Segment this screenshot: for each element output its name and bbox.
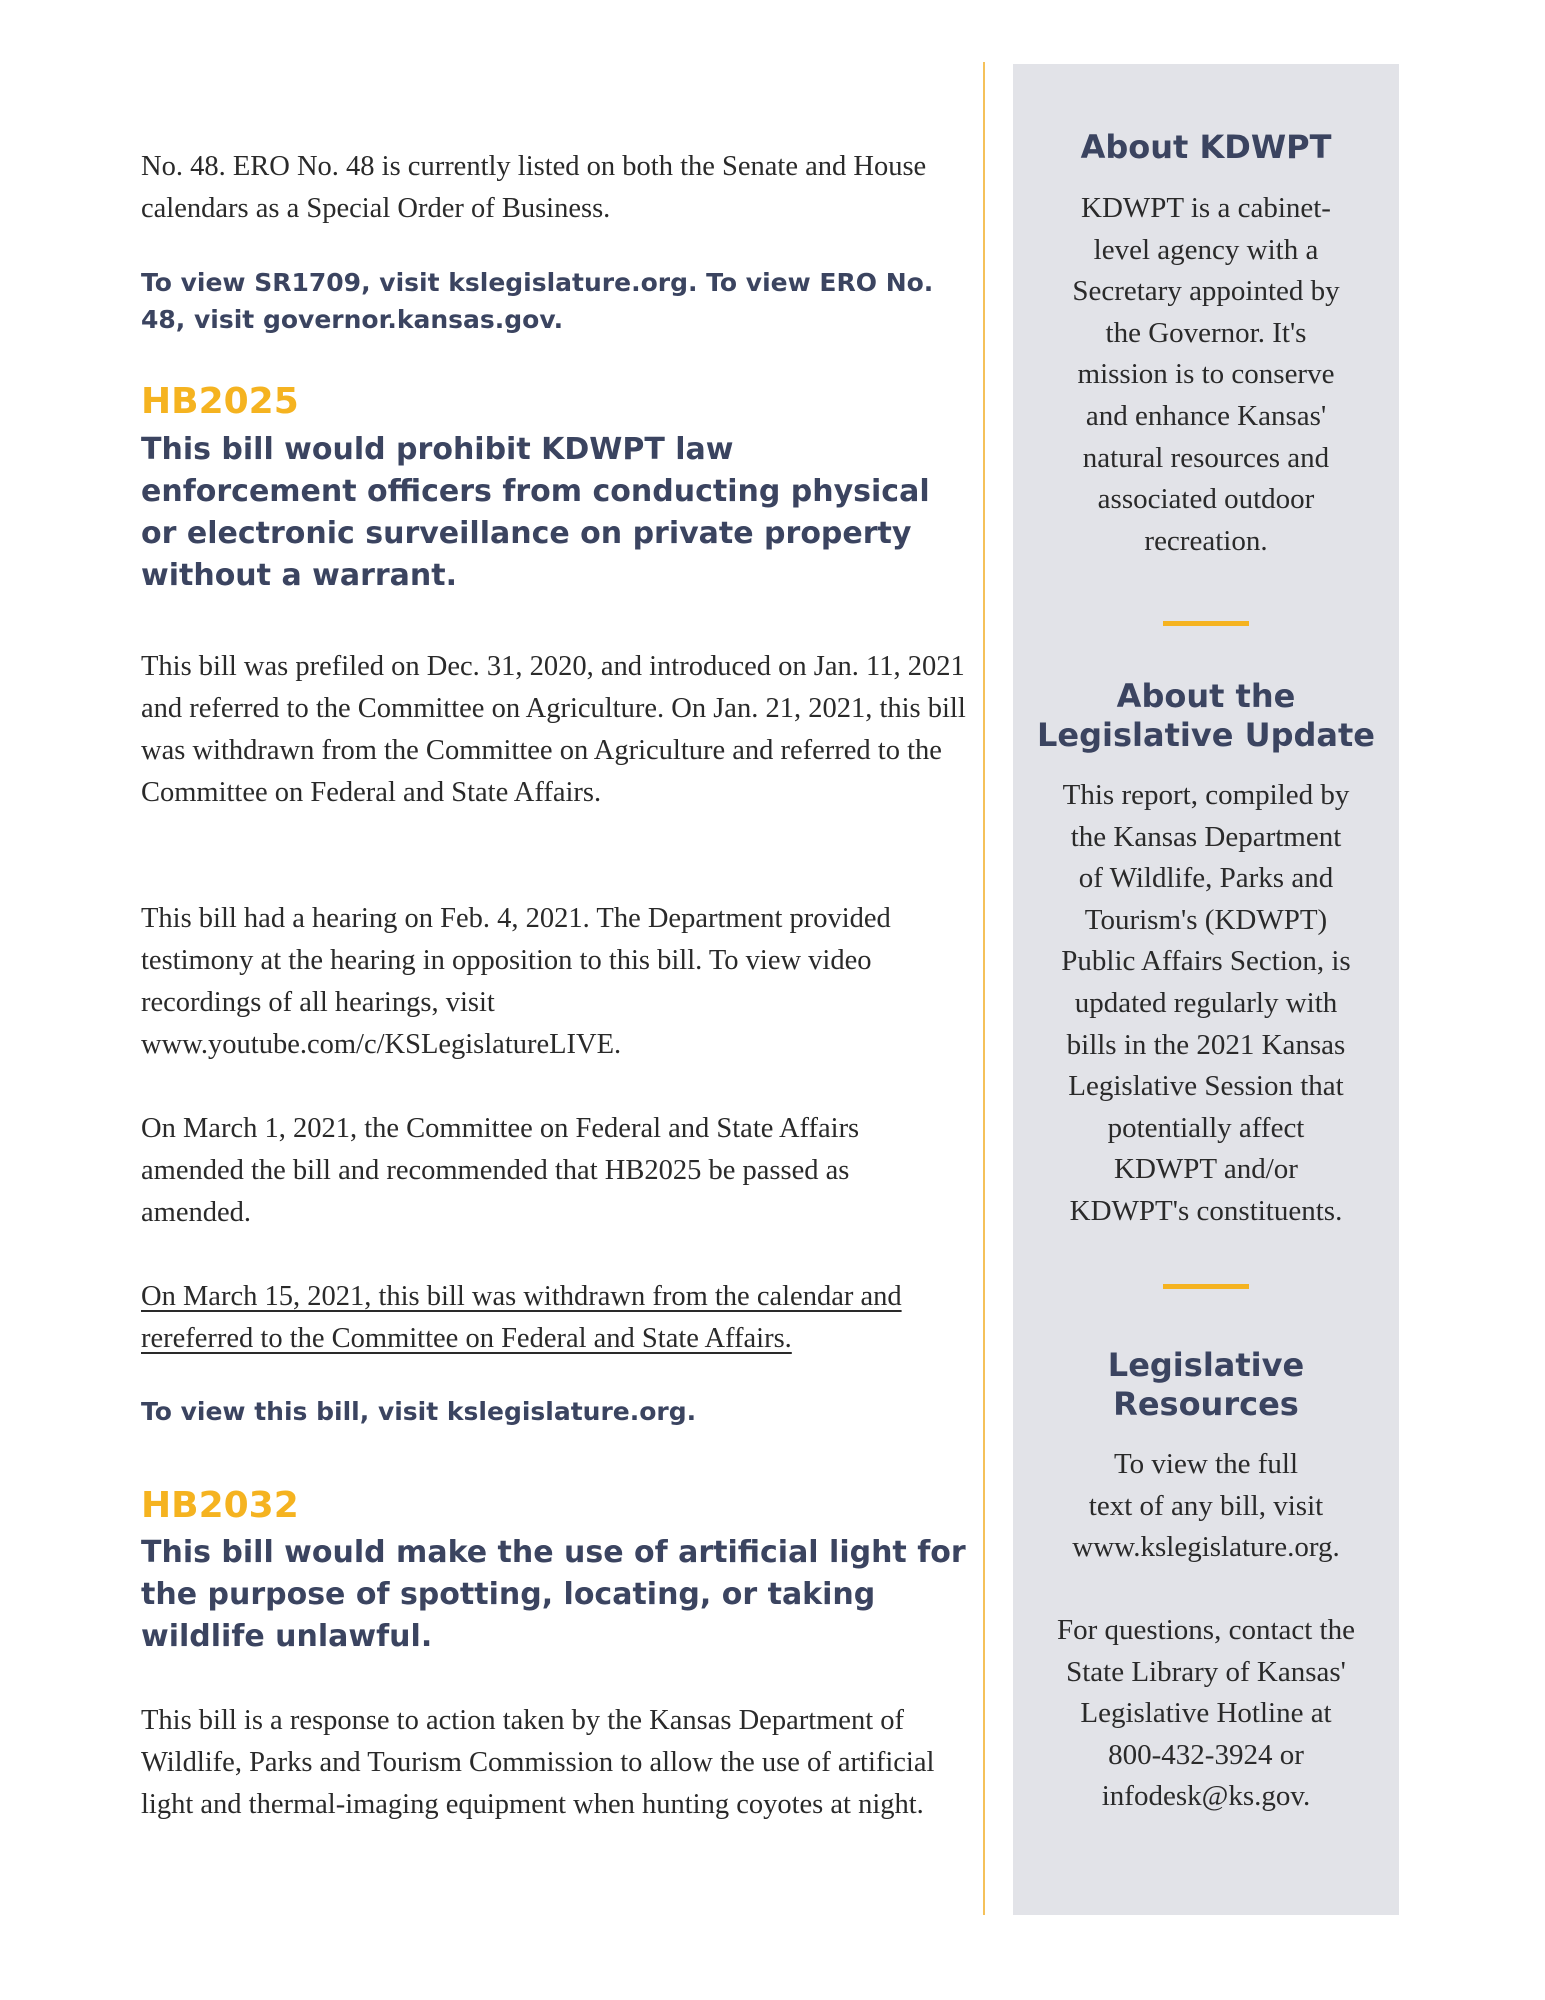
bill-id-hb2025: HB2025 [141,381,299,422]
bill-heading-hb2032: This bill would make the use of artificial light for the purpose of spotting, locating, or taking wildlife unlawful. [141,1535,966,1654]
about-kdwpt-text: KDWPT is a cabinet- level agency with a Secretary appointed by the Governor. It's mission is to conserve and enhance Kansas' natural resources and associated outdoor recreation. [1072,192,1340,557]
hb2025-paragraph-3: On March 1, 2021, the Committee on Federal and State Affairs amended the bill and recommended that HB2025 be passed as amended. [141,1113,860,1228]
bill-heading-hb2025: This bill would prohibit KDWPT law enforcement officers from conducting physical or electronic surveillance on private property without a warrant. [141,432,930,593]
hb2025-paragraph-1: This bill was prefiled on Dec. 31, 2020, and introduced on Jan. 11, 2021 and referred to the Committee on Agriculture. On Jan. 21, 2021, this bill was withdrawn from the Committee on Agriculture and referred to the Committee on Federal and State Affairs. [141,651,966,808]
resources-view-text: To view the full text of any bill, visit www.kslegislature.org. [1072,1448,1340,1564]
intro-paragraph: No. 48. ERO No. 48 is currently listed on both the Senate and House calendars as a Special Order of Business. [141,151,927,224]
sidebar-separator [1163,621,1249,626]
resources-contact-text: For questions, contact the State Library of Kansas' Legislative Hotline at 800-432-3924 or infodesk@ks.gov. [1056,1614,1355,1813]
hb2025-paragraph-2: This bill had a hearing on Feb. 4, 2021. The Department provided testimony at the hearing in opposition to this bill. To view video recordings of all hearings, visit www.youtube.com/c/KSLegislatureLIVE. [141,903,891,1060]
sidebar [1013,64,1399,1915]
hb2025-view-link-text: To view this bill, visit kslegislature.org. [141,1397,697,1426]
column-divider [983,62,985,1915]
about-kdwpt-title: About KDWPT [1080,128,1332,166]
hb2025-paragraph-4: On March 15, 2021, this bill was withdrawn from the calendar and rereferred to the Committee on Federal and State Affairs. [141,1281,902,1354]
intro-view-link-text: To view SR1709, visit kslegislature.org. To view ERO No. 48, visit governor.kansas.gov. [141,268,934,334]
about-update-text: This report, compiled by the Kansas Department of Wildlife, Parks and Tourism's (KDWPT) Public Affairs Section, is updated regularly with bills in the 2021 Kansas Legislative Session that potentially affect KDWPT and/or KDWPT's constituents. [1061,779,1351,1227]
about-update-title: About the Legislative Update [1037,677,1375,754]
sidebar-separator [1163,1284,1249,1289]
resources-title: Legislative Resources [1107,1346,1305,1423]
hb2032-paragraph-1: This bill is a response to action taken by the Kansas Department of Wildlife, Parks and Tourism Commission to allow the use of artificial light and thermal-imaging equipment when hunting coyotes at night. [141,1705,935,1820]
bill-id-hb2032: HB2032 [141,1485,299,1526]
